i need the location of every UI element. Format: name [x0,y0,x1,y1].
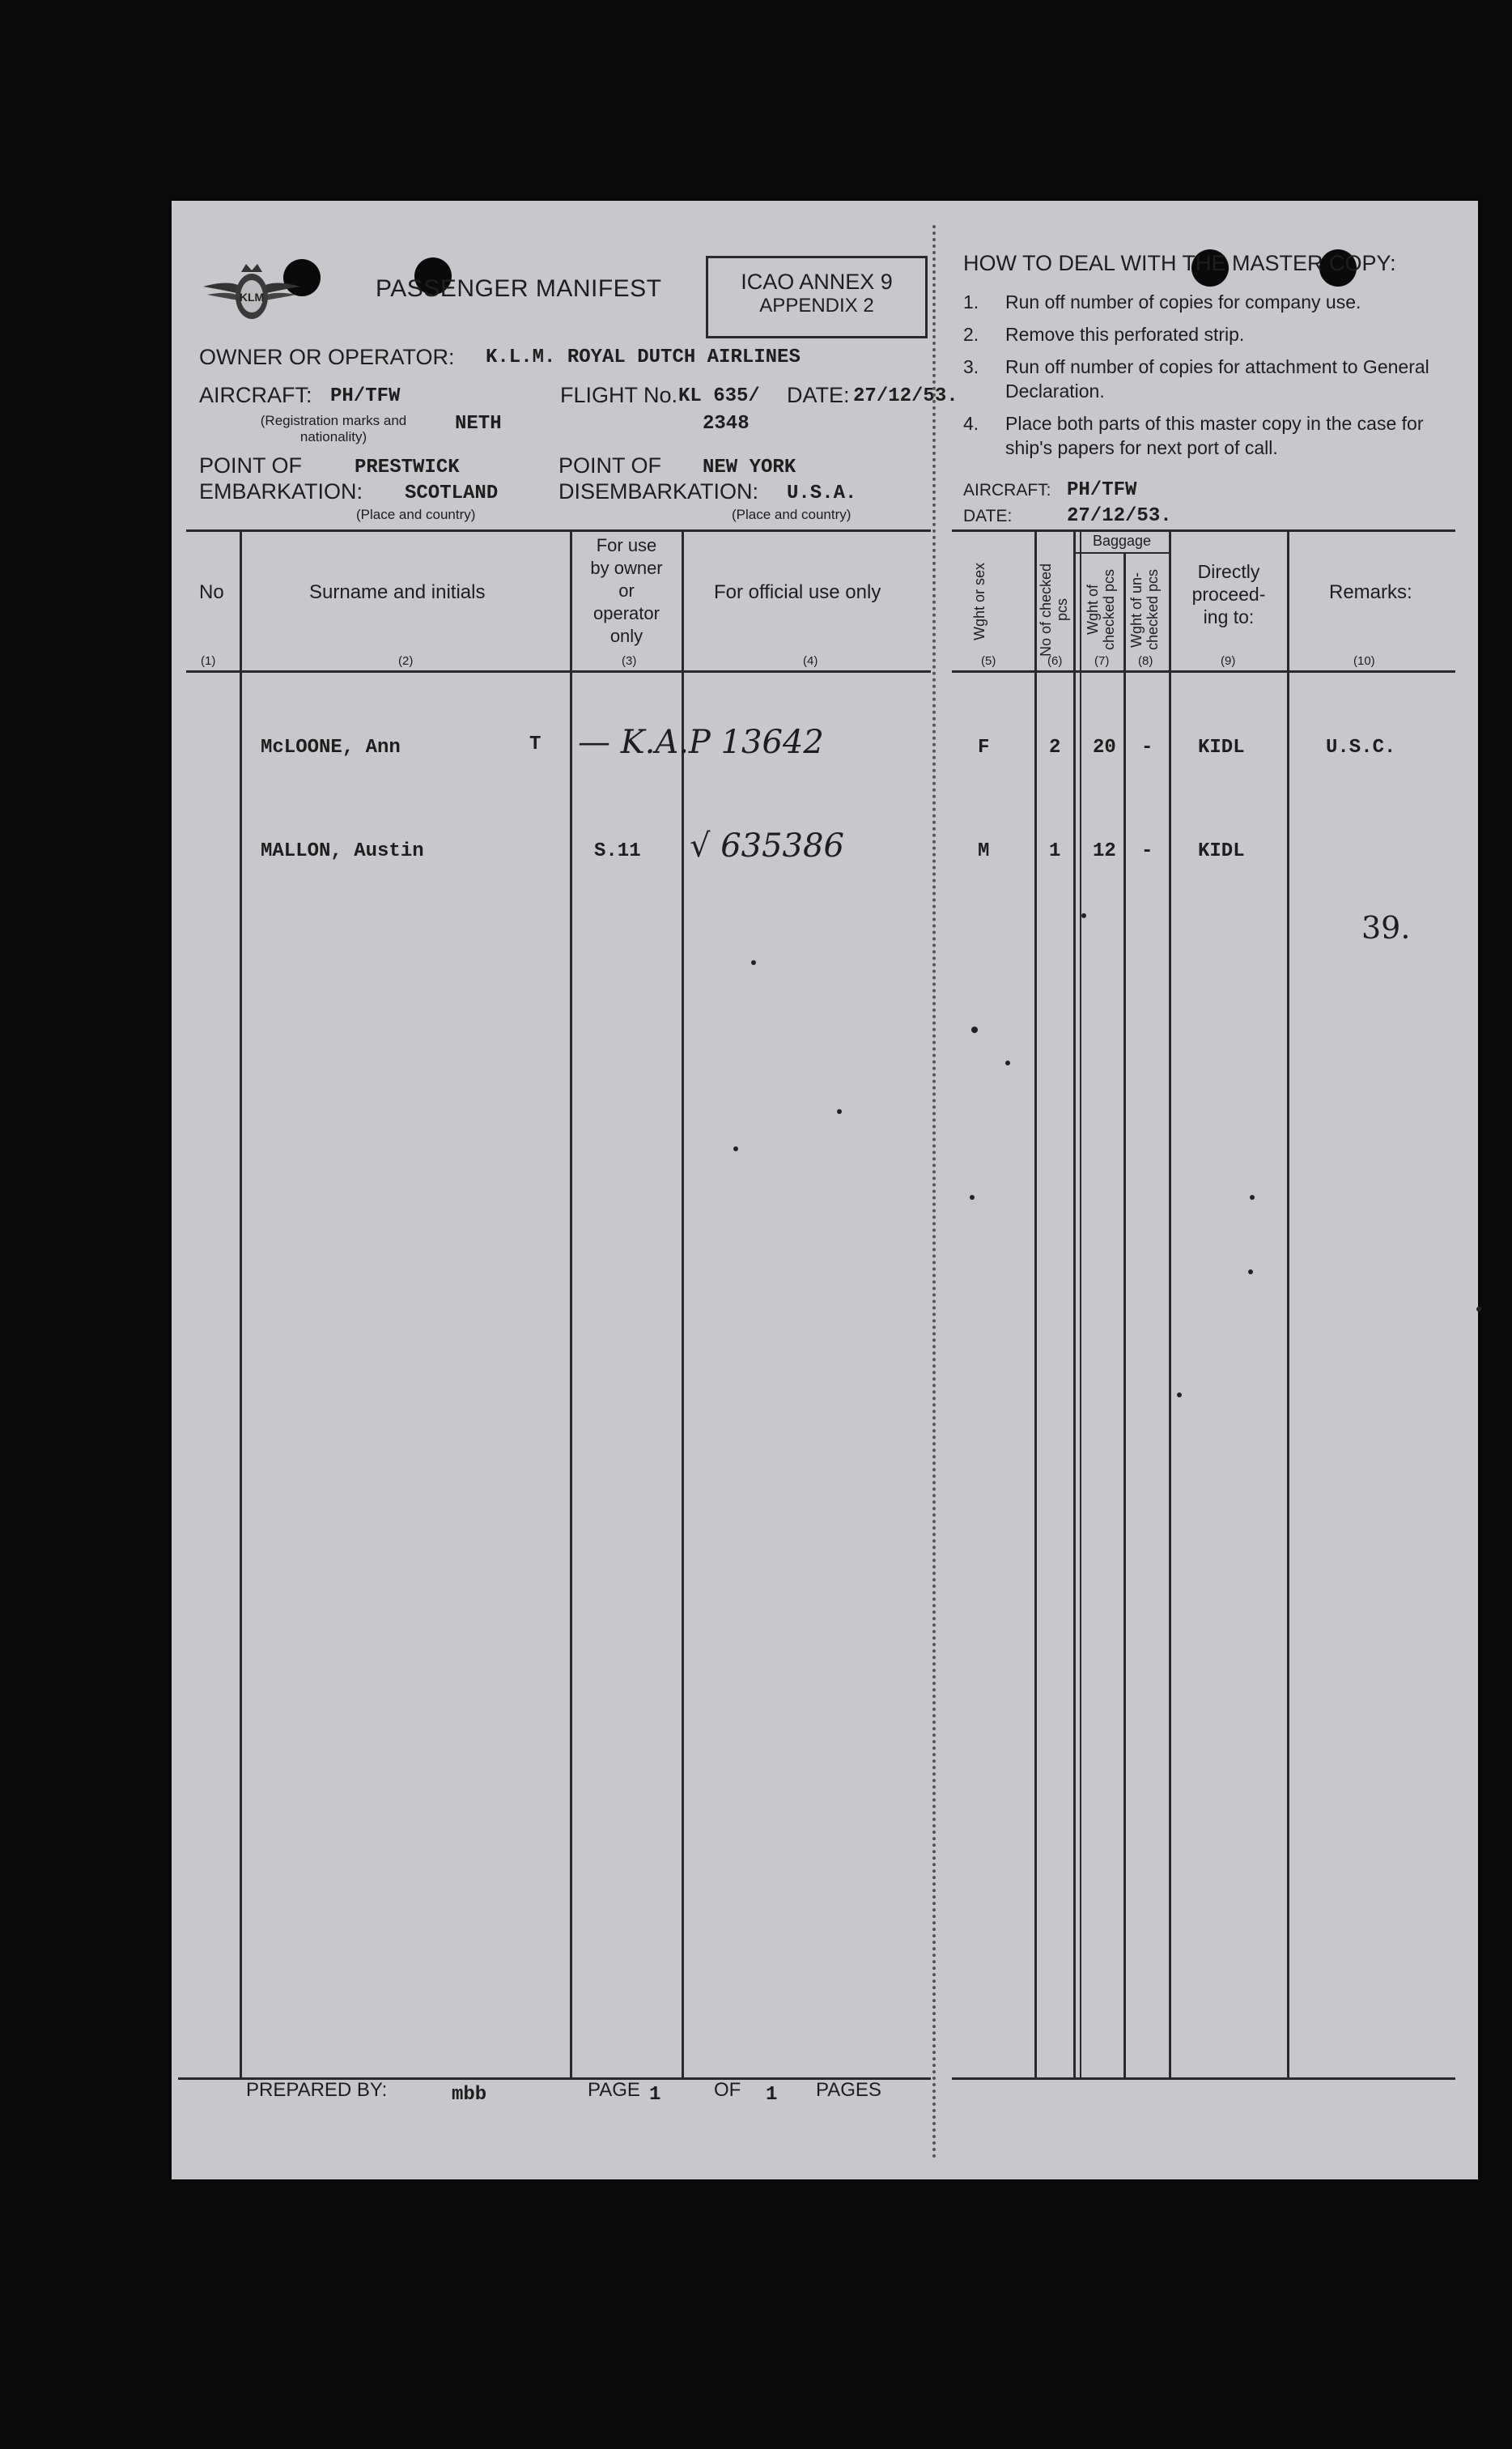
passenger-remarks: U.S.C. [1326,737,1396,759]
pages-label: PAGES [816,2079,881,2101]
passenger-official: — K.A.P 13642 [578,724,824,761]
col-header-no: No [199,581,224,603]
col-header-proceeding: Directly proceed- ing to: [1191,561,1266,627]
embarkation-label-2: EMBARKATION: [199,479,363,504]
annex-box [706,256,928,338]
flight-value-2: 2348 [703,413,750,435]
col-num: (1) [201,654,216,668]
of-value: 1 [766,2084,778,2106]
svg-text:KLM: KLM [239,291,265,304]
prepared-by-value: mbb [452,2084,487,2106]
instructions-aircraft-value: PH/TFW [1067,479,1137,501]
aircraft-value: PH/TFW [330,385,401,407]
paper-speck [1250,1195,1255,1200]
column-rule [1034,529,1037,2077]
passenger-wght: 20 [1093,737,1116,759]
aircraft-nationality: NETH [455,413,502,435]
embarkation-country: SCOTLAND [405,483,499,504]
flight-date-label: DATE: [787,383,850,407]
paper-speck [733,1146,738,1151]
instructions-aircraft-label: AIRCRAFT: [963,481,1051,500]
passenger-unchecked: - [1141,737,1153,759]
col-num: (6) [1047,654,1063,668]
column-rule [1123,552,1126,2077]
instructions-title: HOW TO DEAL WITH THE MASTER COPY: [963,251,1396,275]
of-label: OF [714,2079,741,2101]
column-rule [1169,529,1171,2077]
passenger-proceeding: KIDL [1198,737,1245,759]
annex-line-1: ICAO ANNEX 9 [741,270,893,294]
col-header-baggage: Baggage [1092,533,1152,549]
col-num: (5) [981,654,996,668]
prepared-by-label: PREPARED BY: [246,2079,388,2101]
col-header-checked-pcs: No of checked pcs [1038,563,1070,657]
disembarkation-country: U.S.A. [787,483,857,504]
col-num: (8) [1138,654,1153,668]
baggage-rule [1073,552,1170,554]
disembarkation-label-2: DISEMBARKATION: [559,479,759,504]
col-num: (3) [622,654,637,668]
perforation-line [932,225,936,2160]
col-num: (9) [1221,654,1236,668]
disembarkation-note: (Place and country) [732,507,852,522]
col-num: (10) [1353,654,1375,668]
paper-speck [1177,1392,1182,1397]
table-top-rule [186,529,931,532]
column-rule [1080,529,1081,2077]
paper-speck [1476,1307,1481,1312]
paper-speck [970,1195,975,1200]
sheet-number-mark: 39. [1361,910,1411,946]
page-value: 1 [649,2084,661,2106]
table-top-rule [952,529,1455,532]
col-header-weight: Wght or sex [971,562,987,641]
flight-date-value: 27/12/53. [853,385,958,407]
paper-speck [837,1109,842,1114]
instruction-item: 2. Remove this perforated strip. [963,324,1245,345]
col-num: (2) [398,654,414,668]
col-header-checked-wght: Wght of checked pcs [1085,568,1117,651]
passenger-pcs: 1 [1049,840,1061,862]
paper-speck [1248,1269,1253,1274]
col-header-remarks: Remarks: [1329,581,1412,603]
header-bottom-rule [952,670,1455,673]
table-bottom-rule [952,2077,1455,2080]
form-title: PASSENGER MANIFEST [376,275,662,302]
annex-line-2: APPENDIX 2 [759,295,874,317]
passenger-unchecked: - [1141,840,1153,862]
passenger-owner-mark: S.11 [594,840,641,862]
header-bottom-rule [186,670,931,673]
paper-speck [1005,1061,1010,1065]
flight-value: KL 635/ [678,385,760,407]
disembarkation-place: NEW YORK [703,457,796,478]
disembarkation-label-1: POINT OF [559,453,662,478]
col-header-surname: Surname and initials [309,581,486,603]
column-rule [1073,529,1076,2077]
passenger-official: √ 635386 [690,827,844,865]
klm-logo-icon [199,254,304,331]
aircraft-note: (Registration marks and nationality) [260,413,407,444]
manifest-paper [172,201,1478,2179]
column-rule [1287,529,1289,2077]
paper-speck [1081,913,1086,918]
col-num: (4) [803,654,818,668]
passenger-sex: F [978,737,990,759]
passenger-name: McLOONE, Ann [261,737,401,759]
instruction-item: 4. Place both parts of this master copy in the case for ship's papers for next port of call. [963,413,1424,458]
instruction-item: 1. Run off number of copies for company use. [963,291,1361,313]
passenger-wght: 12 [1093,840,1116,862]
instructions-date-value: 27/12/53. [1067,505,1172,527]
instruction-item: 3. Run off number of copies for attachment to General Declaration. [963,356,1429,402]
passenger-proceeding: KIDL [1198,840,1245,862]
column-rule [240,529,242,2077]
passenger-sex: M [978,840,990,862]
passenger-owner-mark: T [529,733,542,755]
page-label: PAGE [588,2079,640,2101]
flight-label: FLIGHT No. [560,383,678,407]
column-rule [682,529,684,2077]
col-header-unchecked-wght: Wght of un-checked pcs [1128,568,1161,651]
passenger-name: MALLON, Austin [261,840,424,862]
column-rule [570,529,572,2077]
col-num: (7) [1094,654,1110,668]
paper-speck [751,960,756,965]
col-header-owner-use: For use by owner or operator only [590,535,663,646]
embarkation-label-1: POINT OF [199,453,303,478]
owner-label: OWNER OR OPERATOR: [199,345,455,369]
aircraft-label: AIRCRAFT: [199,383,312,407]
passenger-pcs: 2 [1049,737,1061,759]
owner-value: K.L.M. ROYAL DUTCH AIRLINES [486,347,801,368]
instructions-date-label: DATE: [963,507,1013,525]
paper-speck [971,1027,978,1033]
instructions-list [963,290,1449,460]
embarkation-note: (Place and country) [356,507,476,522]
embarkation-place: PRESTWICK [355,457,460,478]
col-header-official: For official use only [714,581,881,603]
